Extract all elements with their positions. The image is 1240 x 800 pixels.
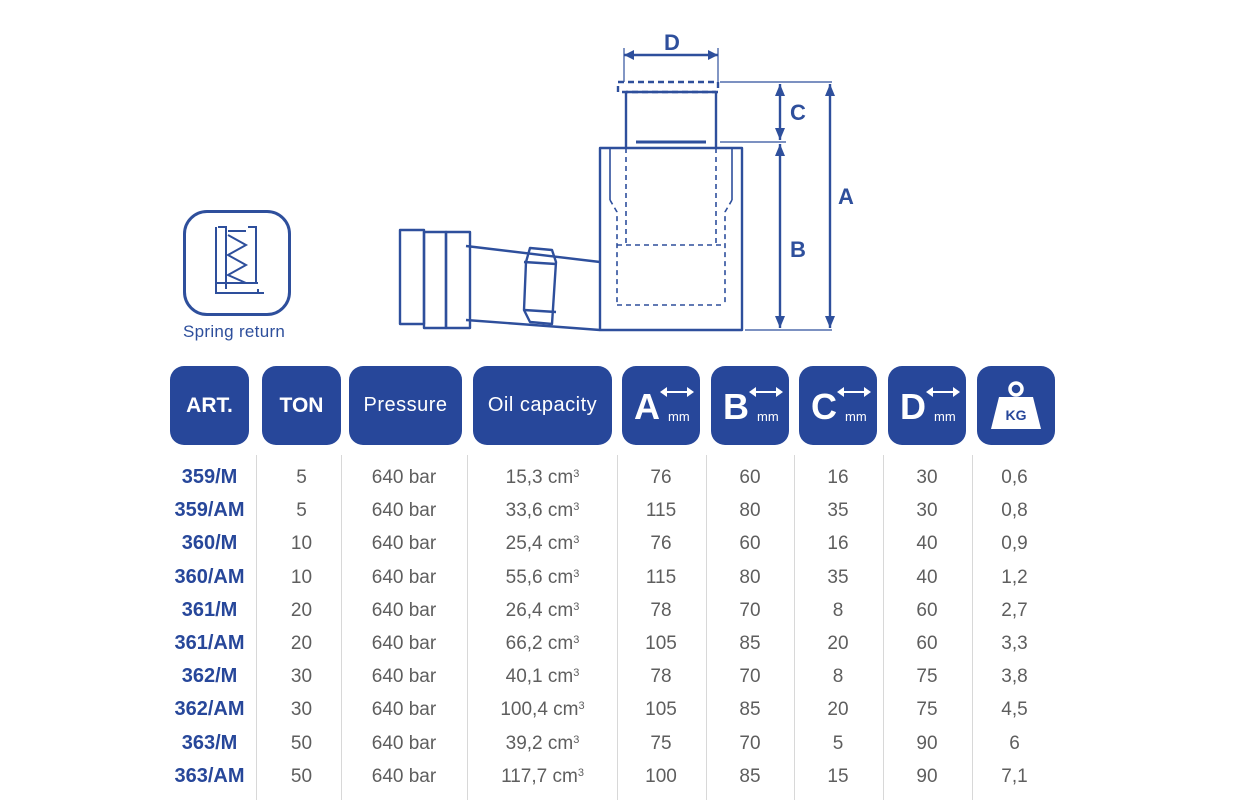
cell-a-value: 105: [645, 699, 677, 721]
cell-b: [711, 727, 789, 760]
cell-ton-value: 5: [296, 467, 307, 488]
cell-ton: [262, 693, 341, 726]
cell-art-value: 362/M: [181, 665, 238, 688]
table-row: [0, 461, 1240, 494]
cell-art: [170, 727, 249, 760]
cell-a: [622, 627, 700, 660]
cell-kg: [977, 660, 1052, 693]
cell-d: [888, 594, 966, 627]
cell-c-value: 15: [827, 765, 849, 787]
cell-a-value: 78: [650, 666, 672, 688]
cell-oil-value: 15,3 cm: [505, 467, 574, 488]
cell-b: [711, 760, 789, 793]
cell-b-value: 80: [739, 500, 761, 522]
cell-oil-value: 26,4 cm: [505, 599, 574, 621]
cell-kg-value: 3,8: [1001, 666, 1028, 688]
cell-oil-value: 33,6 cm: [505, 500, 574, 522]
cell-c-value: 35: [827, 500, 849, 522]
cell-a: [622, 561, 700, 594]
cell-d-value: 30: [916, 467, 938, 488]
cell-b-value: 85: [739, 699, 761, 721]
cell-oil: [470, 760, 615, 793]
cell-c: [799, 627, 877, 660]
cell-b-value: 60: [739, 467, 761, 488]
cell-art-value: 360/AM: [174, 565, 245, 588]
header-ton-label: TON: [279, 393, 324, 417]
cell-d: [888, 627, 966, 660]
cell-art-value: 359/M: [181, 466, 238, 488]
header-weight: [977, 366, 1055, 445]
cell-c: [799, 494, 877, 527]
cell-oil: [470, 527, 615, 560]
cell-oil-value: 55,6 cm: [505, 566, 574, 588]
cell-ton: [262, 461, 341, 494]
cell-a: [622, 527, 700, 560]
dim-label-b: B: [790, 237, 806, 262]
cell-kg-value: 6: [1009, 732, 1020, 754]
cell-art-value: 363/M: [181, 731, 238, 754]
cell-kg: [977, 494, 1052, 527]
cell-c-value: 35: [827, 566, 849, 588]
cell-pressure: [345, 527, 463, 560]
cell-c-value: 20: [827, 633, 849, 654]
cell-art: [170, 561, 249, 594]
dim-label-c: C: [790, 100, 806, 125]
cell-art: [170, 461, 249, 494]
header-a: [622, 366, 700, 445]
cell-d: [888, 693, 966, 726]
cell-b: [711, 627, 789, 660]
cell-d-value: 75: [916, 699, 938, 721]
header-b-unit: mm: [757, 408, 779, 424]
cell-pressure: [345, 494, 463, 527]
cell-ton: [262, 494, 341, 527]
cell-pressure-value: 640 bar: [371, 467, 437, 488]
cell-a-value: 76: [650, 467, 672, 488]
cell-a: [622, 660, 700, 693]
cell-kg-value: 0,6: [1001, 467, 1028, 488]
cell-kg-value: 3,3: [1001, 633, 1028, 654]
cell-a: [622, 760, 700, 793]
cell-b-value: 80: [739, 566, 761, 588]
cell-pressure-value: 640 bar: [371, 566, 437, 588]
cell-oil: [470, 627, 615, 660]
cell-kg-value: 0,8: [1001, 500, 1028, 522]
cell-d-value: 90: [916, 765, 938, 787]
cell-c-value: 8: [832, 666, 844, 688]
cell-oil: [470, 561, 615, 594]
header-b-letter: B: [723, 385, 749, 427]
dim-label-d: D: [664, 30, 680, 55]
cell-art: [170, 760, 249, 793]
cell-d: [888, 527, 966, 560]
cell-ton: [262, 594, 341, 627]
cell-ton-value: 30: [290, 666, 313, 688]
cell-c: [799, 660, 877, 693]
cell-art-value: 363/AM: [174, 764, 245, 787]
cell-kg: [977, 527, 1052, 560]
cell-pressure-value: 640 bar: [371, 500, 437, 522]
cell-d-value: 60: [916, 633, 938, 654]
weight-kg-label: KG: [1005, 406, 1027, 423]
cell-kg-value: 0,9: [1001, 533, 1028, 555]
cubic-superscript: 3: [573, 567, 580, 580]
cell-d: [888, 561, 966, 594]
double-arrow-icon: [660, 385, 694, 399]
cell-art-value: 362/AM: [174, 698, 245, 721]
cell-kg: [977, 561, 1052, 594]
double-arrow-icon: [749, 385, 783, 399]
header-d-unit: mm: [934, 408, 956, 424]
cubic-superscript: 3: [573, 600, 580, 613]
cell-pressure: [345, 660, 463, 693]
cell-d-value: 60: [916, 599, 938, 621]
cell-kg: [977, 627, 1052, 660]
cell-ton-value: 10: [290, 566, 313, 588]
spring-return-icon: [183, 210, 291, 316]
cell-b-value: 85: [739, 633, 761, 654]
cell-a-value: 115: [645, 566, 677, 588]
cell-kg: [977, 760, 1052, 793]
cell-oil: [470, 660, 615, 693]
cell-ton: [262, 660, 341, 693]
cell-art-value: 361/AM: [174, 632, 245, 654]
table-row: [0, 494, 1240, 527]
cell-art: [170, 627, 249, 660]
dim-label-a: A: [838, 184, 854, 209]
cubic-superscript: 3: [573, 733, 580, 746]
cell-c: [799, 693, 877, 726]
cell-art-value: 361/M: [181, 598, 238, 621]
header-a-letter: A: [634, 385, 660, 427]
cell-c: [799, 760, 877, 793]
cell-pressure-value: 640 bar: [371, 666, 437, 688]
cell-ton-value: 10: [290, 533, 313, 555]
cubic-superscript: 3: [578, 700, 585, 713]
cell-c-value: 16: [827, 533, 849, 555]
cell-d: [888, 727, 966, 760]
cell-a-value: 78: [650, 599, 672, 621]
cell-pressure: [345, 461, 463, 494]
cell-c: [799, 727, 877, 760]
table-row: [0, 660, 1240, 693]
cell-a: [622, 594, 700, 627]
cell-a: [622, 727, 700, 760]
cell-d-value: 40: [916, 533, 938, 555]
cubic-superscript: 3: [573, 667, 580, 680]
cell-c-value: 20: [827, 699, 849, 721]
cell-pressure-value: 640 bar: [371, 533, 437, 555]
header-c: [799, 366, 877, 445]
cell-kg: [977, 594, 1052, 627]
cell-pressure-value: 640 bar: [371, 633, 437, 654]
cell-art: [170, 494, 249, 527]
header-d: [888, 366, 966, 445]
table-row: [0, 727, 1240, 760]
cubic-superscript: 3: [573, 534, 580, 547]
spring-return-label: Spring return: [183, 322, 286, 341]
cell-a-value: 76: [650, 533, 672, 555]
cell-d: [888, 760, 966, 793]
cell-pressure: [345, 693, 463, 726]
header-art-label: ART.: [186, 393, 233, 417]
cell-art: [170, 594, 249, 627]
header-art: [170, 366, 249, 445]
cell-kg-value: 2,7: [1001, 599, 1028, 621]
cell-oil: [470, 727, 615, 760]
cell-kg-value: 4,5: [1001, 699, 1028, 721]
header-b: [711, 366, 789, 445]
cell-b-value: 70: [739, 599, 761, 621]
cell-b-value: 60: [739, 533, 761, 555]
cell-oil-value: 40,1 cm: [505, 666, 574, 688]
cell-b: [711, 660, 789, 693]
cell-art: [170, 527, 249, 560]
cell-kg: [977, 461, 1052, 494]
cell-a-value: 115: [645, 500, 677, 522]
cell-b-value: 70: [739, 732, 761, 754]
cell-ton-value: 50: [290, 765, 313, 787]
cell-b: [711, 594, 789, 627]
cell-b: [711, 693, 789, 726]
header-ton: [262, 366, 341, 445]
cell-d: [888, 461, 966, 494]
cell-oil-value: 25,4 cm: [505, 533, 574, 555]
cell-a-value: 75: [650, 732, 672, 754]
cell-art: [170, 693, 249, 726]
cell-pressure: [345, 561, 463, 594]
cell-ton: [262, 727, 341, 760]
cell-a: [622, 494, 700, 527]
cell-pressure: [345, 727, 463, 760]
header-pressure: [349, 366, 462, 445]
cell-c: [799, 561, 877, 594]
cubic-superscript: 3: [573, 501, 580, 514]
cell-art: [170, 660, 249, 693]
cell-b-value: 70: [739, 666, 761, 688]
cell-oil-value: 66,2 cm: [505, 633, 574, 654]
cell-c-value: 8: [832, 599, 844, 621]
cell-ton: [262, 760, 341, 793]
cell-oil: [470, 461, 615, 494]
cell-pressure: [345, 627, 463, 660]
cell-pressure: [345, 594, 463, 627]
cell-d: [888, 494, 966, 527]
cell-oil: [470, 693, 615, 726]
table-row: [0, 561, 1240, 594]
cubic-superscript: 3: [573, 468, 580, 480]
cell-c-value: 16: [827, 467, 849, 488]
header-oil-label: Oil capacity: [487, 394, 598, 416]
cell-d-value: 40: [916, 566, 938, 588]
cell-oil-value: 100,4 cm: [500, 699, 579, 721]
cell-art-value: 359/AM: [174, 499, 245, 522]
cell-c: [799, 461, 877, 494]
header-a-unit: mm: [668, 408, 690, 424]
cell-a-value: 105: [645, 633, 677, 654]
cell-ton: [262, 527, 341, 560]
cell-oil-value: 117,7 cm: [501, 765, 578, 787]
header-pressure-label: Pressure: [363, 394, 448, 416]
cell-ton: [262, 627, 341, 660]
cell-oil: [470, 494, 615, 527]
cubic-superscript: 3: [573, 634, 580, 646]
cell-c-value: 5: [832, 732, 844, 754]
cell-art-value: 360/M: [181, 532, 238, 555]
cell-a-value: 100: [645, 765, 677, 787]
cell-d: [888, 660, 966, 693]
cell-ton-value: 5: [296, 500, 307, 522]
cell-kg: [977, 693, 1052, 726]
cell-b: [711, 494, 789, 527]
cell-d-value: 90: [916, 732, 938, 754]
cell-b-value: 85: [739, 765, 761, 787]
cell-pressure-value: 640 bar: [371, 599, 437, 621]
cell-c: [799, 527, 877, 560]
cell-kg-value: 1,2: [1001, 566, 1028, 588]
cell-a: [622, 461, 700, 494]
table-row: [0, 627, 1240, 660]
double-arrow-icon: [926, 385, 960, 399]
cell-ton-value: 50: [290, 732, 313, 754]
cell-ton-value: 30: [290, 699, 313, 721]
cell-pressure-value: 640 bar: [371, 699, 437, 721]
cell-pressure-value: 640 bar: [371, 732, 437, 754]
header-oil-capacity: [473, 366, 612, 445]
cell-ton: [262, 561, 341, 594]
table-row: [0, 594, 1240, 627]
double-arrow-icon: [837, 385, 871, 399]
cell-oil-value: 39,2 cm: [505, 732, 574, 754]
cell-c: [799, 594, 877, 627]
cell-oil: [470, 594, 615, 627]
cell-pressure: [345, 760, 463, 793]
table-row: [0, 693, 1240, 726]
cell-ton-value: 20: [290, 633, 313, 654]
table-row: [0, 527, 1240, 560]
cell-a: [622, 693, 700, 726]
table-row: [0, 760, 1240, 793]
header-c-unit: mm: [845, 408, 867, 424]
cell-b: [711, 561, 789, 594]
header-d-letter: D: [900, 385, 926, 427]
weight-icon: [987, 379, 1045, 433]
cubic-superscript: 3: [577, 766, 584, 779]
cell-pressure-value: 640 bar: [371, 765, 437, 787]
cell-b: [711, 461, 789, 494]
cell-ton-value: 20: [290, 599, 313, 621]
cell-d-value: 75: [916, 666, 938, 688]
cell-kg: [977, 727, 1052, 760]
cell-b: [711, 527, 789, 560]
cell-kg-value: 7,1: [1001, 765, 1028, 787]
header-c-letter: C: [811, 385, 837, 427]
cell-d-value: 30: [916, 500, 938, 522]
